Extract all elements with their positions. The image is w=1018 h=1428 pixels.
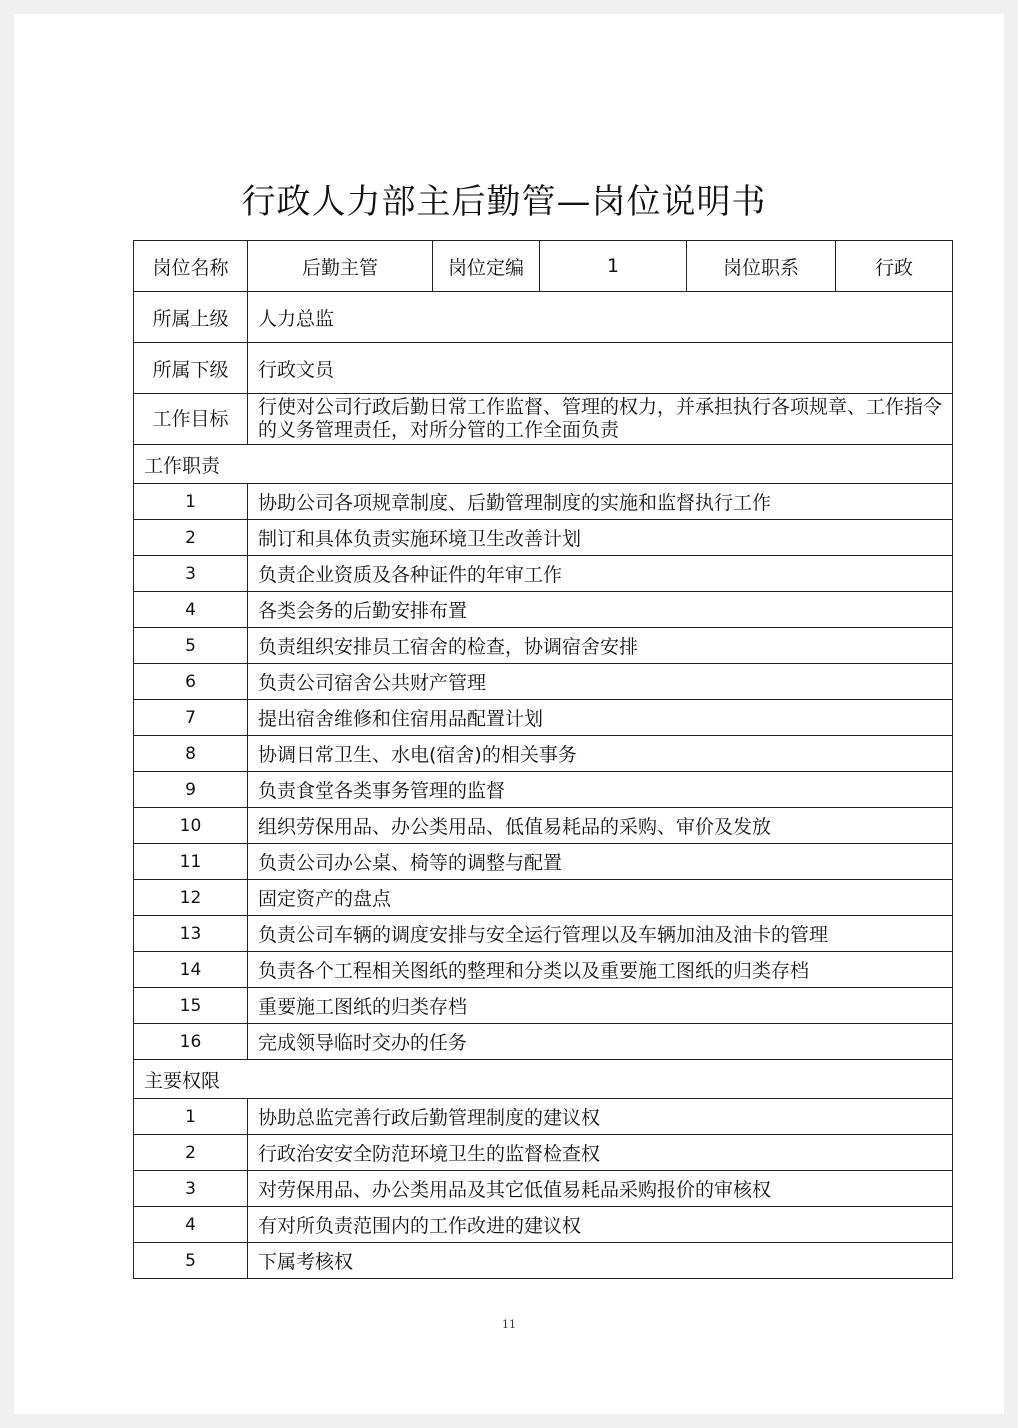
duty-row bbox=[134, 556, 953, 592]
authority-title: 主要权限 bbox=[134, 1060, 953, 1099]
position-name-value: 后勤主管 bbox=[248, 241, 433, 292]
item-number: 5 bbox=[134, 1243, 248, 1279]
goal-value: 行使对公司行政后勤日常工作监督、管理的权力，并承担执行各项规章、工作指令的义务管理责任，对所分管的工作全面负责 bbox=[248, 394, 953, 445]
job-description-table bbox=[133, 240, 953, 1279]
duty-row bbox=[134, 1024, 953, 1060]
superior-label: 所属上级 bbox=[134, 292, 248, 343]
duty-row bbox=[134, 700, 953, 736]
headcount-label: 岗位定编 bbox=[433, 241, 540, 292]
item-number: 9 bbox=[134, 772, 248, 808]
item-number: 13 bbox=[134, 916, 248, 952]
duty-row bbox=[134, 916, 953, 952]
item-number: 1 bbox=[134, 1099, 248, 1135]
item-number: 16 bbox=[134, 1024, 248, 1060]
subordinate-value: 行政文员 bbox=[248, 343, 953, 394]
authority-row bbox=[134, 1171, 953, 1207]
item-number: 2 bbox=[134, 520, 248, 556]
duty-row bbox=[134, 592, 953, 628]
item-text: 协助公司各项规章制度、后勤管理制度的实施和监督执行工作 bbox=[248, 484, 953, 520]
item-text: 重要施工图纸的归类存档 bbox=[248, 988, 953, 1024]
duty-row bbox=[134, 880, 953, 916]
item-text: 负责公司宿舍公共财产管理 bbox=[248, 664, 953, 700]
item-number: 2 bbox=[134, 1135, 248, 1171]
item-number: 7 bbox=[134, 700, 248, 736]
duty-row bbox=[134, 952, 953, 988]
item-text: 负责公司办公桌、椅等的调整与配置 bbox=[248, 844, 953, 880]
item-text: 负责公司车辆的调度安排与安全运行管理以及车辆加油及油卡的管理 bbox=[248, 916, 953, 952]
authority-row bbox=[134, 1243, 953, 1279]
item-number: 4 bbox=[134, 592, 248, 628]
duty-row bbox=[134, 664, 953, 700]
subordinate-row bbox=[134, 343, 953, 394]
goal-row bbox=[134, 394, 953, 445]
subordinate-label: 所属下级 bbox=[134, 343, 248, 394]
item-text: 各类会务的后勤安排布置 bbox=[248, 592, 953, 628]
item-text: 负责组织安排员工宿舍的检查，协调宿舍安排 bbox=[248, 628, 953, 664]
duty-row bbox=[134, 520, 953, 556]
item-text: 下属考核权 bbox=[248, 1243, 953, 1279]
duties-section-header bbox=[134, 445, 953, 484]
duty-row bbox=[134, 628, 953, 664]
item-number: 15 bbox=[134, 988, 248, 1024]
item-number: 4 bbox=[134, 1207, 248, 1243]
authority-row bbox=[134, 1207, 953, 1243]
duty-row bbox=[134, 736, 953, 772]
item-number: 10 bbox=[134, 808, 248, 844]
duty-row bbox=[134, 988, 953, 1024]
duty-row bbox=[134, 772, 953, 808]
item-text: 协助总监完善行政后勤管理制度的建议权 bbox=[248, 1099, 953, 1135]
item-number: 12 bbox=[134, 880, 248, 916]
position-name-label: 岗位名称 bbox=[134, 241, 248, 292]
header-row bbox=[134, 241, 953, 292]
item-text: 提出宿舍维修和住宿用品配置计划 bbox=[248, 700, 953, 736]
document-title: 行政人力部主后勤管—岗位说明书 bbox=[241, 182, 767, 222]
job-family-label: 岗位职系 bbox=[687, 241, 836, 292]
item-text: 协调日常卫生、水电(宿舍)的相关事务 bbox=[248, 736, 953, 772]
item-number: 8 bbox=[134, 736, 248, 772]
item-text: 负责各个工程相关图纸的整理和分类以及重要施工图纸的归类存档 bbox=[248, 952, 953, 988]
duty-row bbox=[134, 808, 953, 844]
item-number: 14 bbox=[134, 952, 248, 988]
authority-section-header bbox=[134, 1060, 953, 1099]
item-text: 组织劳保用品、办公类用品、低值易耗品的采购、审价及发放 bbox=[248, 808, 953, 844]
item-number: 3 bbox=[134, 556, 248, 592]
authority-row bbox=[134, 1135, 953, 1171]
page-number: 11 bbox=[502, 1318, 516, 1331]
goal-label: 工作目标 bbox=[134, 394, 248, 445]
headcount-value: 1 bbox=[540, 241, 687, 292]
item-text: 行政治安安全防范环境卫生的监督检查权 bbox=[248, 1135, 953, 1171]
item-text: 负责企业资质及各种证件的年审工作 bbox=[248, 556, 953, 592]
item-text: 对劳保用品、办公类用品及其它低值易耗品采购报价的审核权 bbox=[248, 1171, 953, 1207]
job-family-value: 行政 bbox=[836, 241, 953, 292]
item-number: 6 bbox=[134, 664, 248, 700]
item-text: 负责食堂各类事务管理的监督 bbox=[248, 772, 953, 808]
duty-row bbox=[134, 844, 953, 880]
item-number: 11 bbox=[134, 844, 248, 880]
item-text: 固定资产的盘点 bbox=[248, 880, 953, 916]
duty-row bbox=[134, 484, 953, 520]
superior-value: 人力总监 bbox=[248, 292, 953, 343]
duties-title: 工作职责 bbox=[134, 445, 953, 484]
superior-row bbox=[134, 292, 953, 343]
item-text: 有对所负责范围内的工作改进的建议权 bbox=[248, 1207, 953, 1243]
item-number: 5 bbox=[134, 628, 248, 664]
item-text: 制订和具体负责实施环境卫生改善计划 bbox=[248, 520, 953, 556]
item-text: 完成领导临时交办的任务 bbox=[248, 1024, 953, 1060]
document-page bbox=[14, 14, 1004, 1414]
item-number: 3 bbox=[134, 1171, 248, 1207]
item-number: 1 bbox=[134, 484, 248, 520]
authority-row bbox=[134, 1099, 953, 1135]
